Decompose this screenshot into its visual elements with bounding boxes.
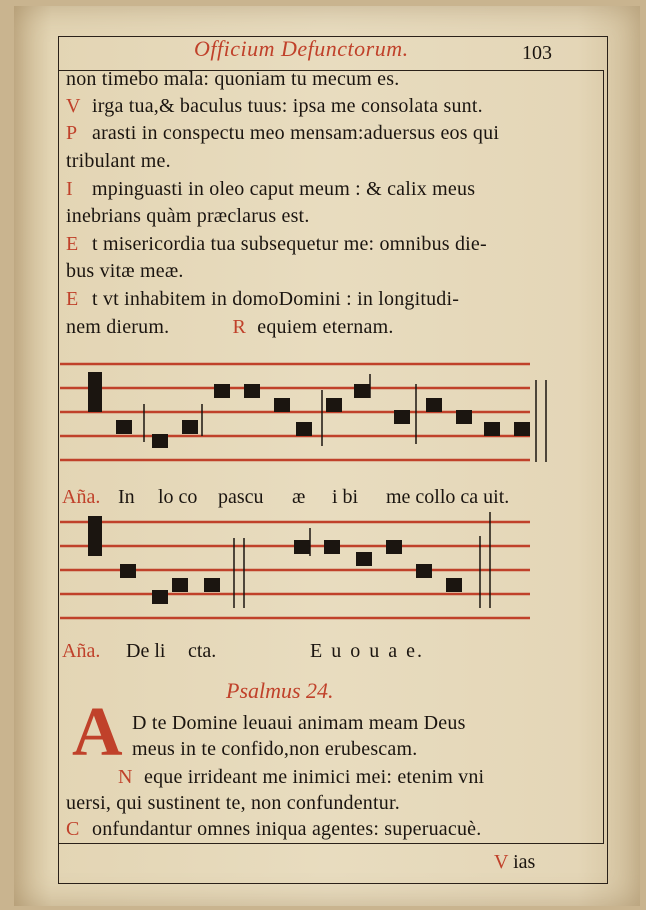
text-line: nem dierum. R equiem eternam.: [66, 316, 394, 338]
rubric-initial: E: [66, 288, 79, 310]
text-line: inebrians quàm præclarus est.: [66, 205, 310, 227]
psalm-line: meus in te confido,non erubescam.: [132, 738, 418, 760]
chant-staff-2: [60, 512, 580, 632]
catchword: V ias: [494, 851, 536, 873]
text-line: bus vitæ meæ.: [66, 260, 184, 282]
rubric-initial: E: [66, 233, 79, 255]
text-line: tribulant me.: [66, 150, 171, 172]
chant-staff-1: [60, 354, 580, 474]
text-line: P arasti in conspectu meo mensam:aduersus eos qui: [66, 122, 500, 144]
rubric-initial: I: [66, 178, 73, 200]
rubric-initial: V: [66, 95, 81, 117]
rubric-initial: C: [66, 818, 80, 840]
text-line: I mpinguasti in oleo caput meum : & calix meus: [66, 178, 476, 200]
text-line: V irga tua,& baculus tuus: ipsa me consolata sunt.: [66, 95, 483, 117]
running-head: Officium Defunctorum.: [194, 36, 409, 61]
text-line: non timebo mala: quoniam tu mecum es.: [66, 68, 400, 90]
page-number: 103: [522, 42, 552, 64]
text-line: E t vt inhabitem in domoDomini : in longitudi-: [66, 288, 460, 310]
rubric-initial: N: [118, 766, 133, 788]
response-sign: R: [232, 316, 247, 338]
chant-notes: [88, 516, 462, 604]
psalm-line: D te Domine leuaui animam meam Deus: [132, 712, 466, 734]
psalm-line: uersi, qui sustinent te, non confundentur.: [66, 792, 400, 814]
psalm-title: Psalmus 24.: [226, 678, 334, 703]
decorated-initial: A: [72, 694, 123, 771]
book-page: Officium Defunctorum. 103 non timebo mala: quoniam tu mecum es. V irga tua,& baculus tuus: ipsa me consolata sunt. P arasti in conspectu meo mensam:aduersus eos qui tribulant me. I mpinguasti in oleo caput meum : & calix meus inebrians quàm præclarus est. E t misericordia tua subsequetur me: omnibus die- bus vitæ meæ. E t vt inhabitem in domoDomini : in longitudi- nem dierum. R equiem eternam. Aña. In lo co pascu æ i bi me collo ca uit. Aña. De li cta. E u o u a e. Psalmus 24. A D te Domine leuaui animam meam Deus meus in te confido,non erubescam. N eque irrideant me inimici mei: etenim vni uersi, qui sustinent te, non confundentur. C onfundantur omnes iniqua agentes: superuacuè. V ias: [14, 6, 640, 906]
psalm-line: C onfundantur omnes iniqua agentes: superuacuè.: [66, 818, 482, 840]
psalm-line: N eque irrideant me inimici mei: etenim vni: [118, 766, 485, 788]
text-line: E t misericordia tua subsequetur me: omnibus die-: [66, 233, 487, 255]
rubric-initial: P: [66, 122, 78, 144]
